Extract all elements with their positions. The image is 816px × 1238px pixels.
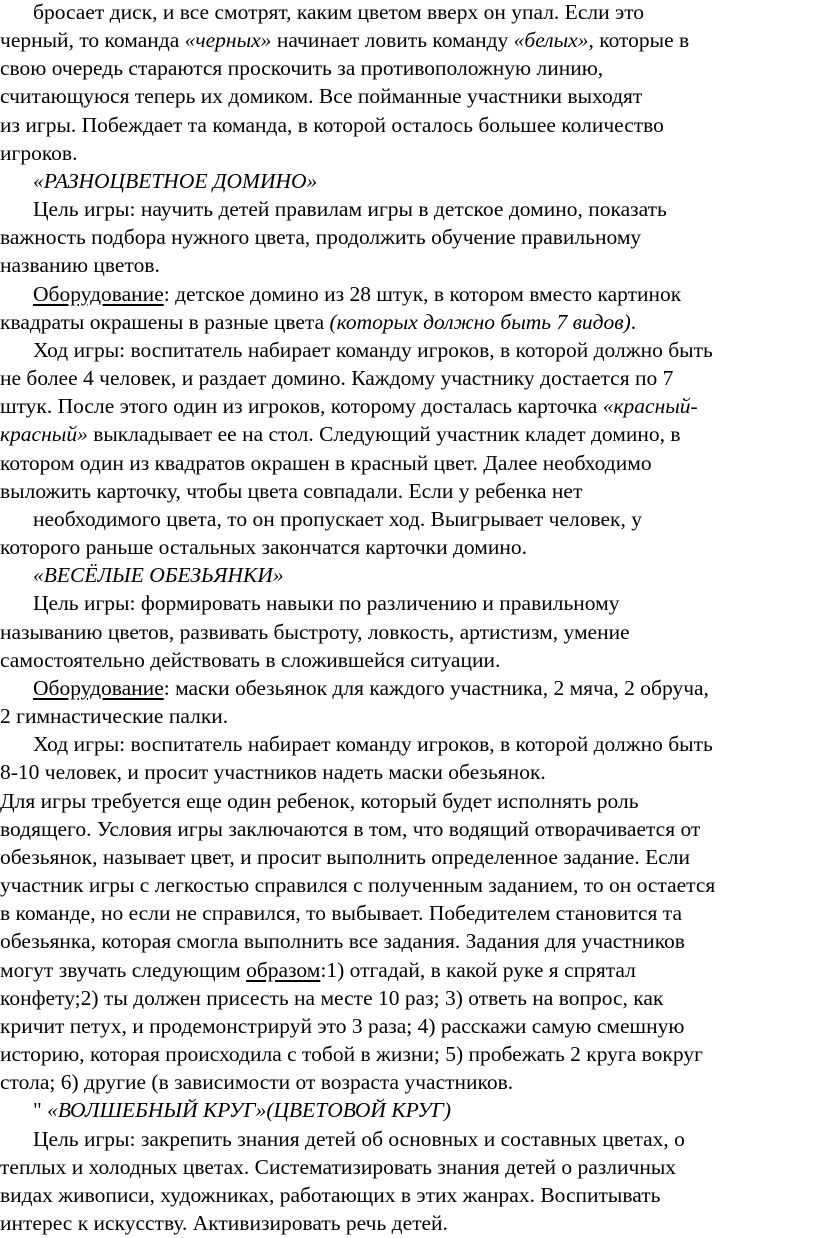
text-line: [0, 956, 636, 985]
heading-text: «РАЗНОЦВЕТНОЕ ДОМИНО»: [33, 168, 318, 193]
text-line: [0, 82, 642, 111]
italic-run: «белых»: [513, 28, 589, 53]
text-line: [0, 1153, 676, 1182]
text-line: [33, 336, 713, 365]
text-line: [33, 674, 709, 703]
text-run: штук. После этого один из игроков, которому досталась карточка: [0, 394, 603, 419]
text-run: теплых и холодных цветах. Систематизировать знания детей о различных: [0, 1154, 677, 1179]
text-line: [0, 1068, 513, 1097]
text-line: [0, 702, 228, 731]
text-run: Цель игры: закрепить знания детей об основных и составных цветах, о: [33, 1126, 685, 1151]
heading-text: «ВОЛШЕБНЫЙ КРУГ»(ЦВЕТОВОЙ КРУГ): [47, 1098, 452, 1123]
text-line: [0, 843, 690, 872]
text-run: историю, которая происходила с тобой в жизни; 5) пробежать 2 круга вокруг: [0, 1042, 703, 1067]
text-line: [0, 533, 527, 562]
italic-run: «черных»: [184, 28, 272, 53]
text-run: интерес к искусству. Активизировать речь детей.: [0, 1211, 448, 1235]
text-run: необходимого цвета, то он пропускает ход. Выигрывает человек, у: [33, 506, 642, 531]
text-run: .: [630, 309, 637, 334]
text-run: Цель игры: формировать навыки по различению и правильному: [33, 591, 620, 616]
text-run: считающуюся теперь их домиком. Все пойманные участники выходят: [0, 84, 643, 109]
text-run: : детское домино из 28 штук, в котором вместо картинок: [163, 281, 682, 306]
text-run: , которые в: [588, 28, 690, 53]
italic-run: (которых должно быть 7 видов): [329, 309, 631, 334]
text-run: Ход игры: воспитатель набирает команду игроков, в которой должно быть: [33, 732, 713, 757]
text-line: [0, 758, 546, 787]
text-line: [0, 308, 636, 337]
text-line: [0, 1012, 684, 1041]
text-line: [0, 1181, 660, 1210]
text-run: свою очередь стараются проскочить за противоположную линию,: [0, 56, 604, 81]
text-line: [0, 26, 689, 55]
text-run: названию цветов.: [0, 253, 160, 278]
text-line: [0, 1040, 703, 1069]
text-line: [0, 927, 685, 956]
section-heading: [33, 561, 284, 590]
text-run: обезьянок, называет цвет, и просит выполнить определенное задание. Если: [0, 844, 690, 869]
text-run: в команде, но если не справился, то выбывает. Победителем становится та: [0, 901, 683, 926]
text-run: важность подбора нужного цвета, продолжить обучение правильному: [0, 225, 642, 250]
text-line: [0, 139, 77, 168]
text-line: [0, 646, 500, 675]
text-line: [0, 787, 639, 816]
text-run: Цель игры: научить детей правилам игры в детское домино, показать: [33, 197, 667, 222]
text-run: 2 гимнастические палки.: [0, 704, 229, 729]
text-run: кричит петух, и продемонстрируй это 3 раза; 4) расскажи самую смешную: [0, 1013, 685, 1038]
underlined-word: образом: [246, 957, 321, 982]
text-run: участник игры с легкостью справился с полученным заданием, то он остается: [0, 873, 716, 898]
text-run: Ход игры: воспитатель набирает команду игроков, в которой должно быть: [33, 337, 713, 362]
text-run: не более 4 человек, и раздает домино. Каждому участнику достается по 7: [0, 366, 674, 391]
text-line: [33, 589, 620, 618]
text-line: [0, 449, 652, 478]
text-run: начинает ловить команду: [271, 28, 514, 53]
text-line: [0, 1209, 448, 1238]
text-run: бросает диск, и все смотрят, каким цветом вверх он упал. Если это: [33, 0, 645, 24]
text-run: стола; 6) другие (в зависимости от возраста участников.: [0, 1070, 514, 1095]
text-run: могут звучать следующим: [0, 957, 247, 982]
text-line: [0, 54, 603, 83]
text-line: [33, 195, 667, 224]
text-line: [33, 1125, 685, 1154]
text-run: игроков.: [0, 140, 78, 165]
section-heading: [33, 167, 317, 196]
text-line: [0, 364, 673, 393]
text-line: [0, 477, 582, 506]
text-line: [33, 505, 642, 534]
text-run: из игры. Побеждает та команда, в которой осталось большее количество: [0, 112, 664, 137]
underlined-label: Оборудование: [33, 281, 164, 306]
text-run: обезьянка, которая смогла выполнить все задания. Задания для участников: [0, 929, 685, 954]
text-run: : маски обезьянок для каждого участника, 2 мяча, 2 обруча,: [163, 675, 709, 700]
text-line: [33, 0, 644, 27]
text-run: которого раньше остальных закончатся карточки домино.: [0, 535, 528, 560]
text-run: выложить карточку, чтобы цвета совпадали. Если у ребенка нет: [0, 478, 583, 503]
heading-text: «ВЕСЁЛЫЕ ОБЕЗЬЯНКИ»: [33, 563, 284, 588]
text-line: [0, 815, 700, 844]
text-line: [0, 111, 664, 140]
text-line: [0, 871, 715, 900]
text-run: самостоятельно действовать в сложившейся ситуации.: [0, 647, 501, 672]
underlined-label: Оборудование: [33, 675, 164, 700]
text-run: :1) отгадай, в какой руке я спрятал: [320, 957, 636, 982]
text-line: [0, 618, 630, 647]
text-line: [33, 730, 713, 759]
text-run: квадраты окрашены в разные цвета: [0, 309, 330, 334]
italic-run: «красный-: [602, 394, 698, 419]
quote-mark: ": [33, 1098, 48, 1123]
text-run: водящего. Условия игры заключаются в том, что водящий отворачивается от: [0, 816, 701, 841]
text-run: 8-10 человек, и просит участников надеть маски обезьянок.: [0, 760, 546, 785]
section-heading: [33, 1096, 451, 1125]
text-line: [0, 251, 160, 280]
text-line: [0, 420, 681, 449]
text-run: Для игры требуется еще один ребенок, который будет исполнять роль: [0, 788, 639, 813]
italic-run: красный»: [0, 422, 88, 447]
text-line: [33, 280, 681, 309]
text-run: выкладывает ее на стол. Следующий участник кладет домино, в: [87, 422, 681, 447]
text-line: [0, 899, 682, 928]
text-line: [0, 984, 663, 1013]
text-run: котором один из квадратов окрашен в красный цвет. Далее необходимо: [0, 450, 652, 475]
text-run: называнию цветов, развивать быстроту, ловкость, артистизм, умение: [0, 619, 630, 644]
text-line: [0, 392, 698, 421]
text-line: [0, 223, 641, 252]
text-run: черный, то команда: [0, 28, 185, 53]
text-run: конфету;2) ты должен присесть на месте 10 раз; 3) ответь на вопрос, как: [0, 985, 664, 1010]
text-run: видах живописи, художниках, работающих в этих жанрах. Воспитывать: [0, 1182, 661, 1207]
